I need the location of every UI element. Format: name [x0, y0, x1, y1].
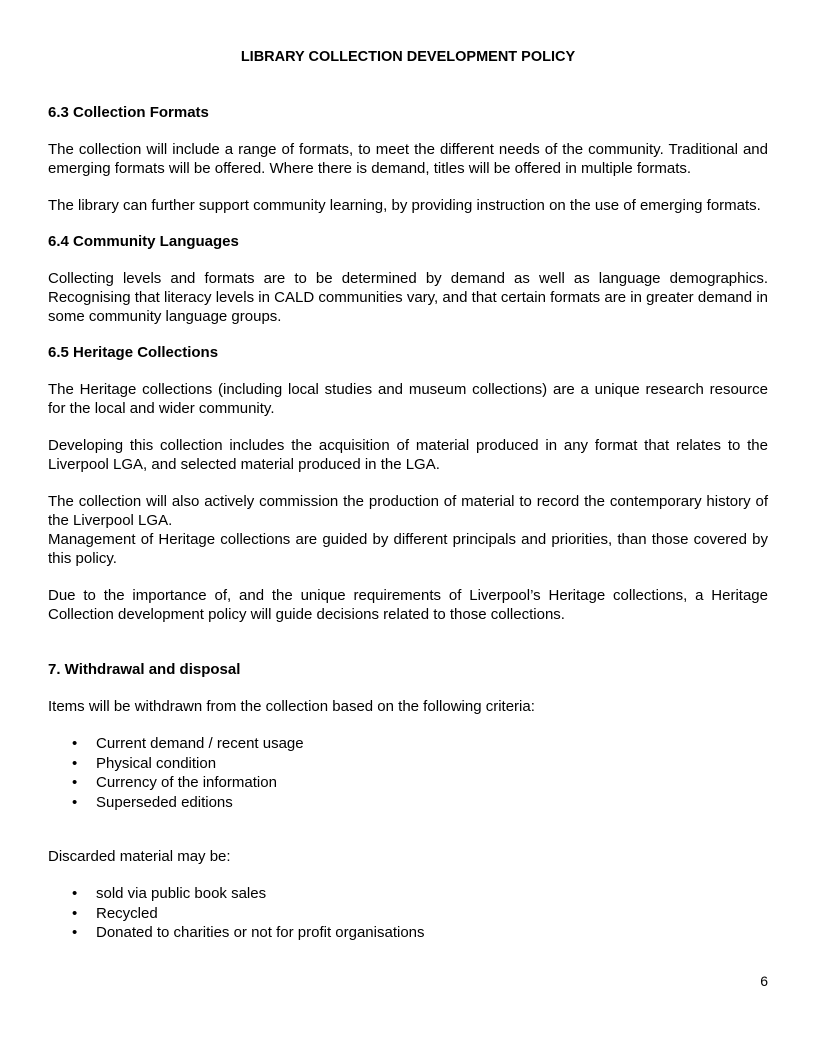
- section-heading-collection-formats: 6.3 Collection Formats: [48, 104, 209, 121]
- page-number: 6: [760, 973, 768, 989]
- list-item: • Physical condition: [48, 754, 768, 774]
- document-title: LIBRARY COLLECTION DEVELOPMENT POLICY: [240, 49, 576, 65]
- paragraph: Due to the importance of, and the unique requirements of Liverpool’s Heritage collections, a Heritage Collection development policy will guide decisions related to those collections.: [48, 587, 768, 623]
- section-heading-heritage-collections: 6.5 Heritage Collections: [48, 344, 219, 361]
- paragraph: Collecting levels and formats are to be determined by demand as well as language demographics. Recognising that literacy levels in CALD communities vary, and that certain formats are in greater demand in some community language groups.: [48, 270, 768, 325]
- paragraph: The Heritage collections (including local studies and museum collections) are a unique research resource for the local and wider community.: [48, 381, 768, 417]
- withdrawal-criteria-list: [48, 734, 768, 812]
- list-item: • Current demand / recent usage: [48, 734, 768, 754]
- list-item: • sold via public book sales: [48, 884, 768, 904]
- discard-options-list: [48, 884, 768, 943]
- paragraph: Developing this collection includes the acquisition of material produced in any format that relates to the Liverpool LGA, and selected material produced in the LGA.: [48, 437, 768, 473]
- document-page: [48, 47, 768, 943]
- paragraph: Management of Heritage collections are guided by different principals and priorities, than those covered by this policy.: [48, 531, 768, 567]
- list-item: • Superseded editions: [48, 793, 768, 813]
- paragraph: The collection will include a range of formats, to meet the different needs of the community. Traditional and emerging formats will be offered. Where there is demand, titles will be offered in multiple formats.: [48, 141, 768, 177]
- paragraph: The collection will also actively commission the production of material to record the contemporary history of the Liverpool LGA.: [48, 493, 768, 529]
- paragraph: The library can further support community learning, by providing instruction on the use of emerging formats.: [48, 197, 761, 214]
- section-heading-community-languages: 6.4 Community Languages: [48, 233, 239, 250]
- paragraph: Discarded material may be:: [48, 848, 231, 865]
- list-item: • Donated to charities or not for profit organisations: [48, 923, 768, 943]
- list-item: • Currency of the information: [48, 773, 768, 793]
- paragraph: Items will be withdrawn from the collection based on the following criteria:: [48, 698, 535, 715]
- section-heading-withdrawal-disposal: 7. Withdrawal and disposal: [48, 661, 241, 678]
- list-item: • Recycled: [48, 904, 768, 924]
